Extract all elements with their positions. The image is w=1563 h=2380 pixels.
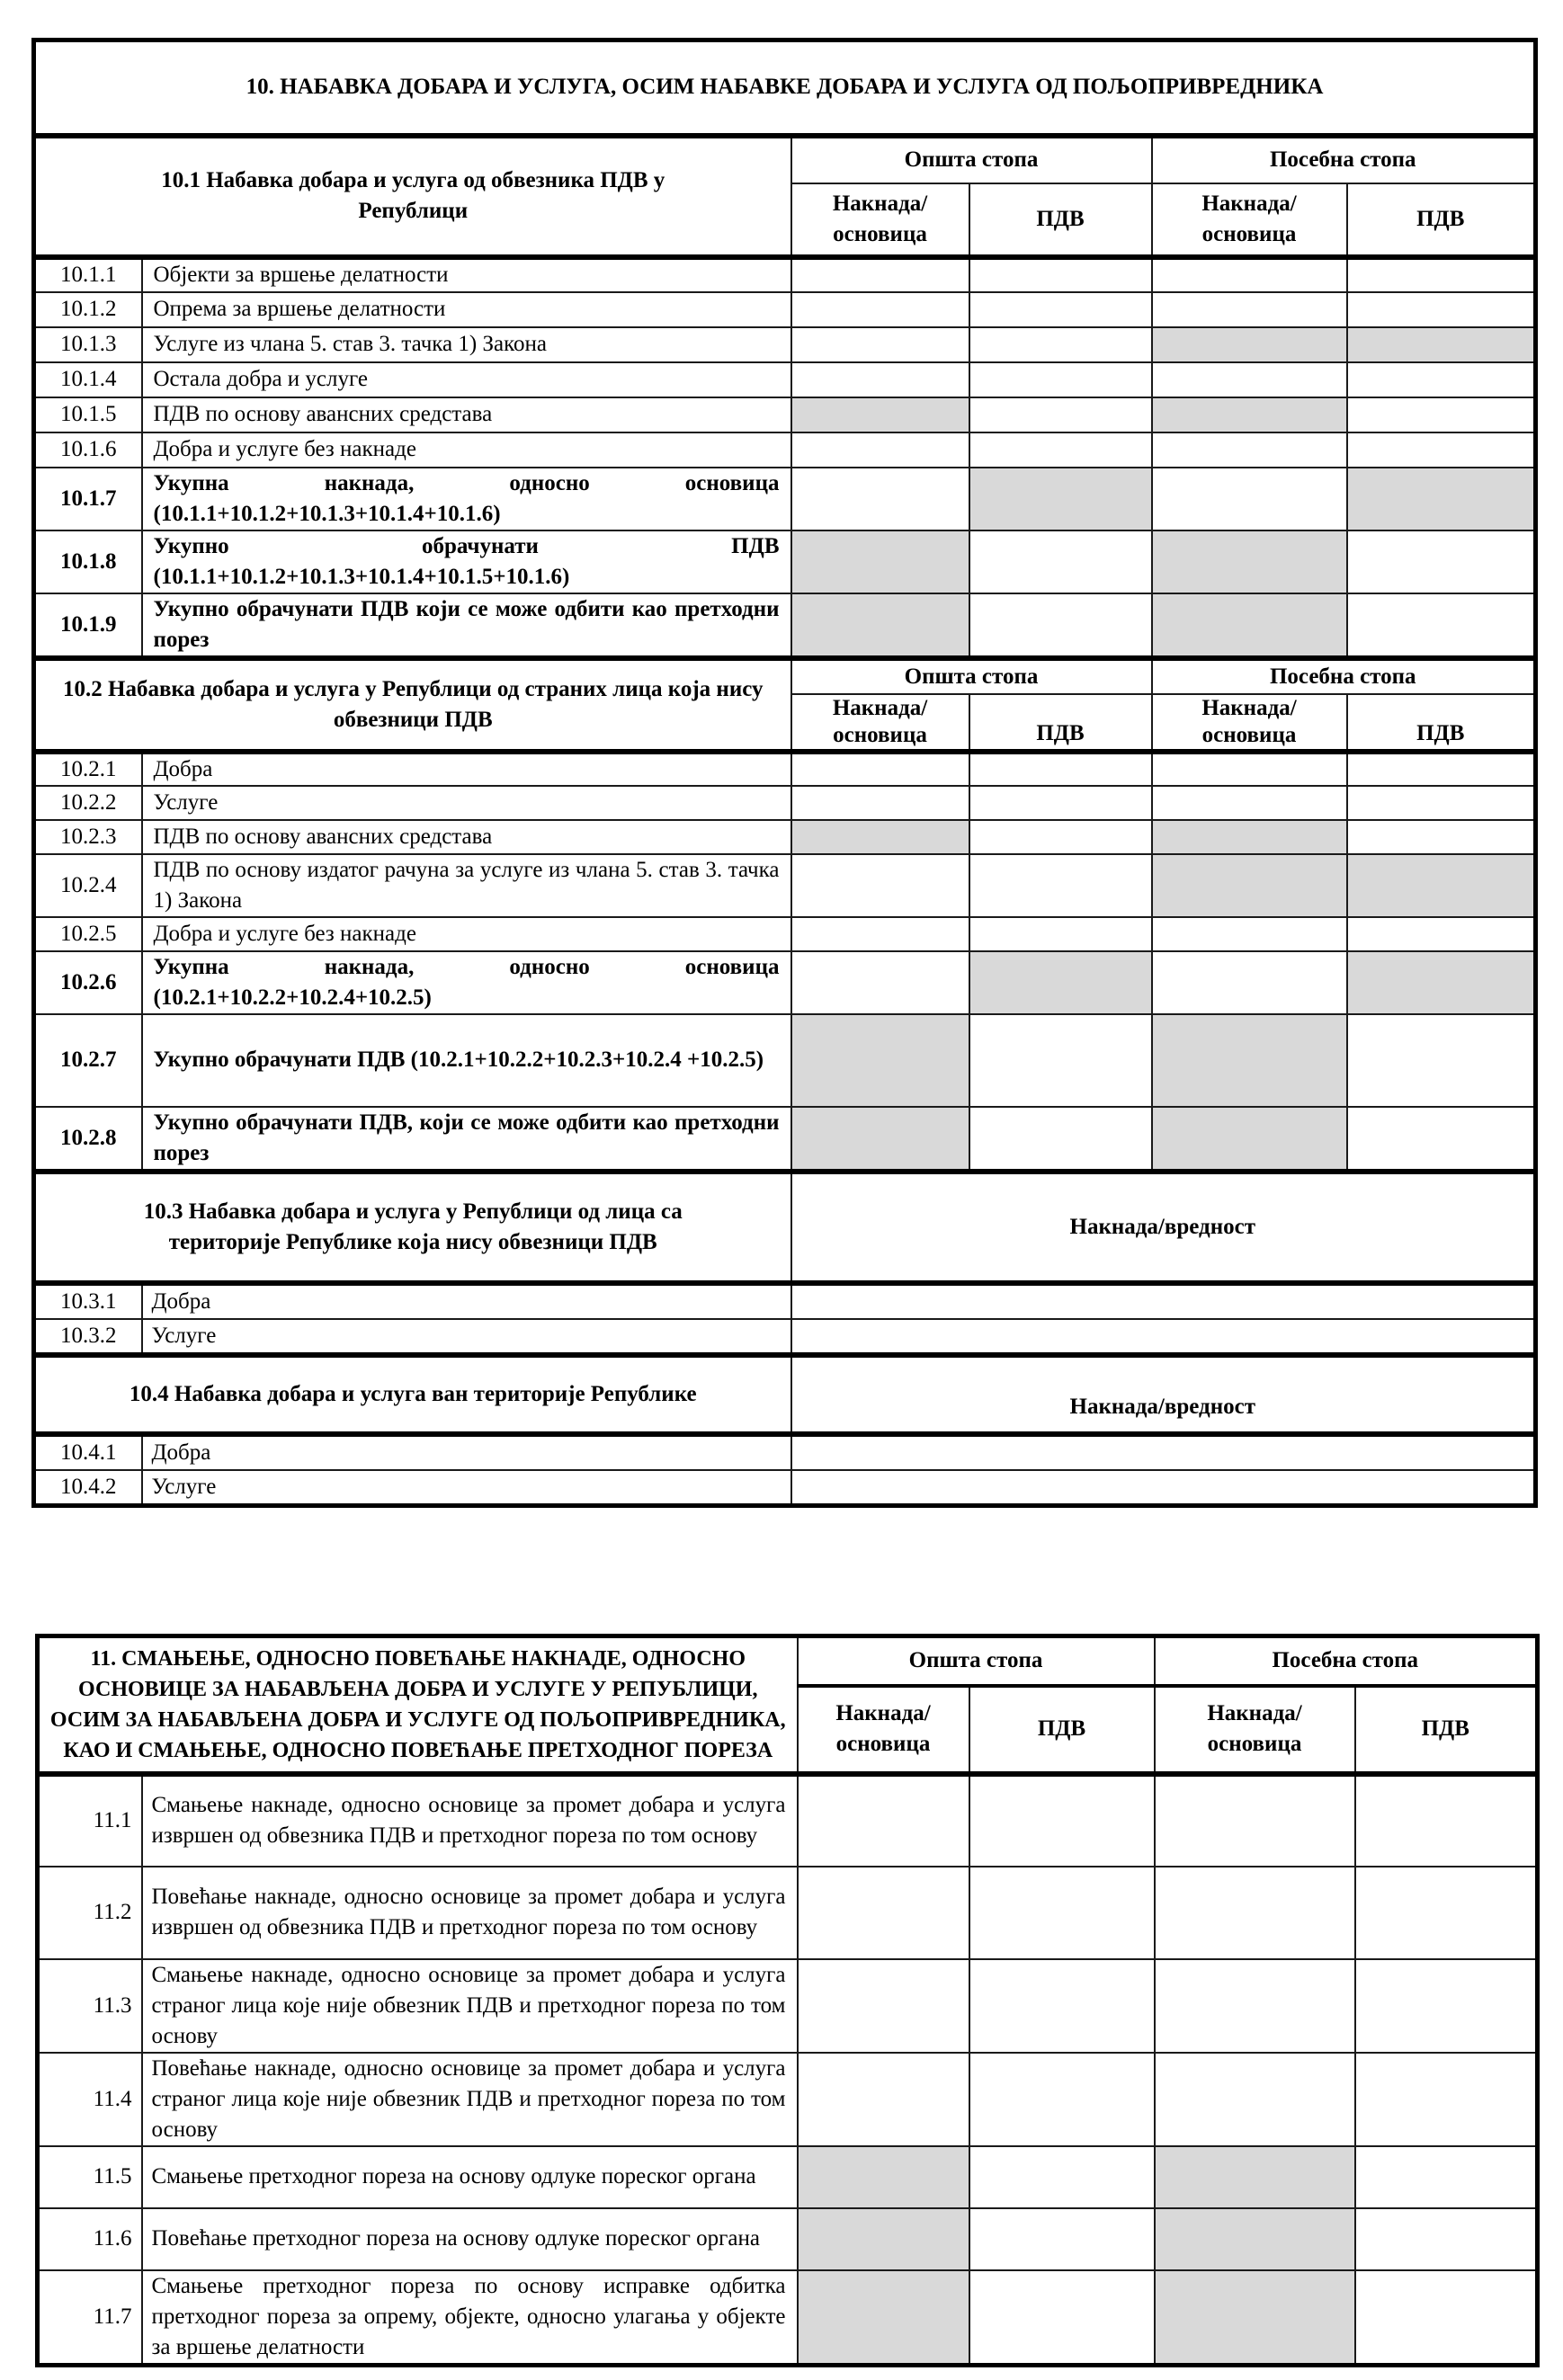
row-label: Укупно обрачунати ПДВ, који се може одбити као претходни порез [142,1107,791,1172]
table-row [34,752,1536,786]
row-label: Услуге [142,1470,791,1506]
disabled-cell [798,2146,969,2208]
table-row [34,786,1536,820]
section-10-title: 10. НАБАВКА ДОБАРА И УСЛУГА, ОСИМ НАБАВКЕ ДОБАРА И УСЛУГА ОД ПОЉОПРИВРЕДНИКА [34,40,1536,136]
disabled-cell [1155,2146,1355,2208]
table-row [38,2053,1538,2146]
disabled-cell [798,2208,969,2270]
row-code: 11.4 [38,2053,142,2146]
general-base-input-cell[interactable] [798,1774,969,1867]
disabled-cell [1152,1014,1347,1107]
general-vat-input-cell[interactable] [969,1107,1152,1172]
row-code: 10.2.5 [34,917,142,951]
table-row [34,1434,1536,1470]
row-code: 10.4.2 [34,1470,142,1506]
row-label: Повећање претходног пореза на основу одлуке пореског органа [142,2208,798,2270]
row-label: Укупно обрачунати ПДВ (10.1.1+10.1.2+10.1.3+10.1.4+10.1.5+10.1.6) [142,530,791,593]
row-label: Укупна накнада, односно основица (10.1.1+10.1.2+10.1.3+10.1.4+10.1.6) [142,468,791,530]
row-label: Добра [142,1283,791,1319]
row-label: Услуге [142,786,791,820]
general-vat-input-cell[interactable] [969,1774,1155,1867]
special-vat-input-cell[interactable] [1347,292,1536,327]
general-base-input-cell[interactable] [791,468,969,530]
general-vat-input-cell[interactable] [969,2146,1155,2208]
row-code: 10.1.1 [34,257,142,292]
disabled-cell [1155,2208,1355,2270]
special-vat-input-cell[interactable] [1347,432,1536,468]
row-code: 10.3.1 [34,1283,142,1319]
row-label: Повећање накнаде, односно основице за промет добара и услуга страног лица које није обвезник ПДВ и претходног пореза по том основу [142,2053,798,2146]
row-code: 10.2.3 [34,820,142,854]
row-code: 10.2.4 [34,854,142,917]
disabled-cell [1155,2270,1355,2366]
table-row [38,2270,1538,2366]
special-vat-input-cell[interactable] [1355,2208,1538,2270]
special-vat-input-cell[interactable] [1347,1107,1536,1172]
special-vat-input-cell[interactable] [1355,2270,1538,2366]
general-vat-input-cell[interactable] [969,820,1152,854]
vat-header: ПДВ [969,694,1152,752]
section-10-1-rows [34,257,1536,658]
general-vat-input-cell[interactable] [969,327,1152,362]
special-vat-input-cell[interactable] [1355,2053,1538,2146]
vat-header: ПДВ [969,183,1152,257]
general-vat-input-cell[interactable] [969,432,1152,468]
section-10-4-rows [34,1434,1536,1506]
section-11-rows [38,1774,1538,2366]
general-base-input-cell[interactable] [791,951,969,1014]
special-vat-input-cell[interactable] [1355,1867,1538,1959]
vat-header: ПДВ [1355,1686,1538,1774]
general-vat-input-cell[interactable] [969,752,1152,786]
table-row [34,1319,1536,1355]
row-label: Смањење накнаде, односно основице за промет добара и услуга извршен од обвезника ПДВ и претходног пореза по том основу [142,1774,798,1867]
row-label: ПДВ по основу авансних средстава [142,397,791,432]
table-row [34,468,1536,530]
row-code: 10.3.2 [34,1319,142,1355]
row-label: Добра и услуге без накнаде [142,917,791,951]
disabled-cell [1347,854,1536,917]
special-vat-input-cell[interactable] [1355,2146,1538,2208]
table-row [38,2146,1538,2208]
disabled-cell [1152,854,1347,917]
special-rate-header: Посебна стопа [1152,136,1536,183]
row-code: 10.1.4 [34,362,142,397]
vat-header: ПДВ [969,1686,1155,1774]
row-code: 11.2 [38,1867,142,1959]
special-base-input-cell[interactable] [1152,468,1347,530]
section-10-3-rows [34,1283,1536,1355]
section-10-table [31,38,1538,1508]
general-vat-input-cell[interactable] [969,1014,1152,1107]
disabled-cell [1152,327,1347,362]
row-code: 10.1.2 [34,292,142,327]
table-row [34,820,1536,854]
general-vat-input-cell[interactable] [969,292,1152,327]
general-base-input-cell[interactable] [798,2053,969,2146]
disabled-cell [1152,397,1347,432]
special-vat-input-cell[interactable] [1347,397,1536,432]
disabled-cell [1152,593,1347,658]
table-row [34,257,1536,292]
special-base-input-cell[interactable] [1152,752,1347,786]
table-row [34,432,1536,468]
row-code: 10.4.1 [34,1434,142,1470]
section-11-title: 11. СМАЊЕЊЕ, ОДНОСНО ПОВЕЋАЊЕ НАКНАДЕ, ОДНОСНО ОСНОВИЦЕ ЗА НАБАВЉЕНА ДОБРА И УСЛУГЕ У РЕПУБЛИЦИ, ОСИМ ЗА НАБАВЉЕНА ДОБРА И УСЛУГЕ ОД ПОЉОПРИВРЕДНИКА, КАО И СМАЊЕЊЕ, ОДНОСНО ПОВЕЋАЊЕ ПРЕТХОДНОГ ПОРЕЗА [38,1636,798,1774]
table-row [34,397,1536,432]
row-label: ПДВ по основу издатог рачуна за услуге из члана 5. став 3. тачка 1) Закона [142,854,791,917]
table-row [38,1867,1538,1959]
value-header: Накнада/вредност [791,1172,1536,1283]
general-base-input-cell[interactable] [798,1959,969,2053]
table-row [34,327,1536,362]
special-base-input-cell[interactable] [1152,257,1347,292]
disabled-cell [1347,951,1536,1014]
base-header: Накнада/ основица [1152,183,1347,257]
row-label: Услуге [142,1319,791,1355]
table-row [34,292,1536,327]
disabled-cell [969,951,1152,1014]
general-base-input-cell[interactable] [791,362,969,397]
row-label: Укупно обрачунати ПДВ (10.2.1+10.2.2+10.2.3+10.2.4 +10.2.5) [142,1014,791,1107]
section-11-table [35,1634,1540,2367]
row-code: 10.2.6 [34,951,142,1014]
section-10-2-title: 10.2 Набавка добара и услуга у Републици од страних лица која нису обвезници ПДВ [34,658,791,752]
row-code: 11.1 [38,1774,142,1867]
special-base-input-cell[interactable] [1152,432,1347,468]
disabled-cell [791,820,969,854]
disabled-cell [1347,327,1536,362]
value-input-cell[interactable] [791,1283,1536,1319]
vat-header: ПДВ [1347,694,1536,752]
value-input-cell[interactable] [791,1434,1536,1470]
row-label: Услуге из члана 5. став 3. тачка 1) Закона [142,327,791,362]
disabled-cell [798,2270,969,2366]
section-10-1-title: 10.1 Набавка добара и услуга од обвезника ПДВ у Републици [34,136,791,257]
row-code: 10.1.7 [34,468,142,530]
row-code: 10.2.1 [34,752,142,786]
general-base-input-cell[interactable] [791,327,969,362]
row-label: Добра [142,1434,791,1470]
section-10-2-rows [34,752,1536,1172]
table-row [34,917,1536,951]
value-input-cell[interactable] [791,1470,1536,1506]
general-vat-input-cell[interactable] [969,362,1152,397]
general-vat-input-cell[interactable] [969,397,1152,432]
row-label: Смањење претходног пореза по основу исправке одбитка претходног пореза за опрему, објекте, односно улагања у објекте за вршење делатности [142,2270,798,2366]
special-base-input-cell[interactable] [1155,1774,1355,1867]
general-vat-input-cell[interactable] [969,786,1152,820]
special-base-input-cell[interactable] [1152,362,1347,397]
special-base-input-cell[interactable] [1155,2053,1355,2146]
row-label: Опрема за вршење делатности [142,292,791,327]
base-header: Накнада/ основица [791,183,969,257]
general-vat-input-cell[interactable] [969,530,1152,593]
row-label: Добра [142,752,791,786]
general-base-input-cell[interactable] [791,917,969,951]
general-base-input-cell[interactable] [791,432,969,468]
disabled-cell [1347,468,1536,530]
row-code: 10.2.7 [34,1014,142,1107]
disabled-cell [969,468,1152,530]
special-rate-header: Посебна стопа [1152,658,1536,694]
table-row [38,2208,1538,2270]
row-code: 11.5 [38,2146,142,2208]
general-rate-header: Општа стопа [798,1636,1155,1686]
general-vat-input-cell[interactable] [969,917,1152,951]
special-vat-input-cell[interactable] [1355,1774,1538,1867]
general-vat-input-cell[interactable] [969,593,1152,658]
table-row [38,1774,1538,1867]
disabled-cell [791,593,969,658]
special-vat-input-cell[interactable] [1347,820,1536,854]
disabled-cell [1152,1107,1347,1172]
row-label: Смањење накнаде, односно основице за промет добара и услуга страног лица које није обвезник ПДВ и претходног пореза по том основу [142,1959,798,2053]
table-row [34,1107,1536,1172]
table-row [34,530,1536,593]
special-base-input-cell[interactable] [1152,951,1347,1014]
row-code: 11.3 [38,1959,142,2053]
vat-header: ПДВ [1347,183,1536,257]
special-vat-input-cell[interactable] [1347,257,1536,292]
general-rate-header: Општа стопа [791,136,1152,183]
special-base-input-cell[interactable] [1152,917,1347,951]
disabled-cell [791,1014,969,1107]
table-row [34,362,1536,397]
special-vat-input-cell[interactable] [1347,362,1536,397]
special-base-input-cell[interactable] [1155,1867,1355,1959]
special-vat-input-cell[interactable] [1347,917,1536,951]
row-code: 10.1.9 [34,593,142,658]
special-base-input-cell[interactable] [1152,786,1347,820]
special-vat-input-cell[interactable] [1347,786,1536,820]
row-code: 11.6 [38,2208,142,2270]
general-vat-input-cell[interactable] [969,854,1152,917]
special-vat-input-cell[interactable] [1347,1014,1536,1107]
table-row [34,951,1536,1014]
row-code: 10.1.6 [34,432,142,468]
row-code: 11.7 [38,2270,142,2366]
general-vat-input-cell[interactable] [969,1867,1155,1959]
special-rate-header: Посебна стопа [1155,1636,1538,1686]
general-base-input-cell[interactable] [791,257,969,292]
special-vat-input-cell[interactable] [1347,593,1536,658]
table-row [34,593,1536,658]
special-base-input-cell[interactable] [1152,292,1347,327]
general-vat-input-cell[interactable] [969,2053,1155,2146]
value-input-cell[interactable] [791,1319,1536,1355]
general-base-input-cell[interactable] [791,786,969,820]
value-header: Накнада/вредност [791,1355,1536,1434]
special-vat-input-cell[interactable] [1347,752,1536,786]
base-header: Накнада/ основица [791,694,969,752]
section-10-4-title: 10.4 Набавка добара и услуга ван територије Републике [34,1355,791,1434]
disabled-cell [791,530,969,593]
row-code: 10.2.2 [34,786,142,820]
general-base-input-cell[interactable] [791,752,969,786]
general-base-input-cell[interactable] [791,854,969,917]
special-base-input-cell[interactable] [1155,1959,1355,2053]
row-label: Укупно обрачунати ПДВ који се може одбити као претходни порез [142,593,791,658]
base-header: Накнада/ основица [798,1686,969,1774]
general-vat-input-cell[interactable] [969,2270,1155,2366]
general-vat-input-cell[interactable] [969,2208,1155,2270]
table-row [38,1959,1538,2053]
general-vat-input-cell[interactable] [969,257,1152,292]
row-label: Повећање накнаде, односно основице за промет добара и услуга извршен од обвезника ПДВ и претходног пореза по том основу [142,1867,798,1959]
special-vat-input-cell[interactable] [1355,1959,1538,2053]
disabled-cell [791,1107,969,1172]
base-header: Накнада/ основица [1152,694,1347,752]
row-code: 10.1.3 [34,327,142,362]
row-code: 10.2.8 [34,1107,142,1172]
table-row [34,1470,1536,1506]
disabled-cell [1152,530,1347,593]
table-row [34,1014,1536,1107]
base-header: Накнада/ основица [1155,1686,1355,1774]
disabled-cell [791,397,969,432]
special-vat-input-cell[interactable] [1347,530,1536,593]
row-label: Смањење претходног пореза на основу одлуке пореског органа [142,2146,798,2208]
row-code: 10.1.5 [34,397,142,432]
row-label: Добра и услуге без накнаде [142,432,791,468]
row-label: ПДВ по основу авансних средстава [142,820,791,854]
general-rate-header: Општа стопа [791,658,1152,694]
general-vat-input-cell[interactable] [969,1959,1155,2053]
row-label: Остала добра и услуге [142,362,791,397]
row-label: Објекти за вршење делатности [142,257,791,292]
disabled-cell [1152,820,1347,854]
row-label: Укупна накнада, односно основица (10.2.1+10.2.2+10.2.4+10.2.5) [142,951,791,1014]
row-code: 10.1.8 [34,530,142,593]
table-row [34,854,1536,917]
section-10-3-title: 10.3 Набавка добара и услуга у Републици од лица са територије Републике која нису обвезници ПДВ [34,1172,791,1283]
general-base-input-cell[interactable] [798,1867,969,1959]
general-base-input-cell[interactable] [791,292,969,327]
table-row [34,1283,1536,1319]
